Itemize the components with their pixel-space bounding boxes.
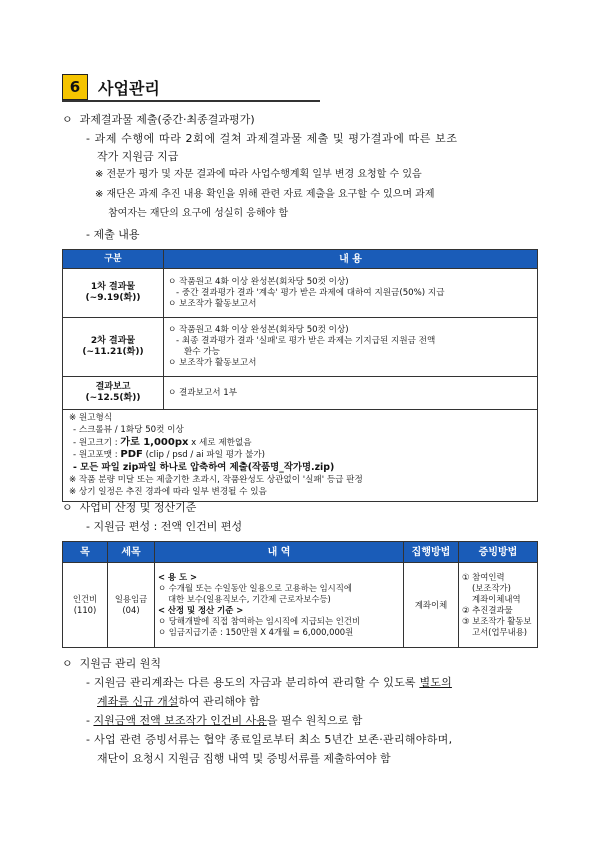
row2-line3: ㅇ 보조작가 활동보고서 [168, 358, 257, 368]
item-code: (110) [73, 605, 97, 615]
subitem-code: (04) [122, 605, 140, 615]
p3-heading: ㅇ 지원금 관리 원칙 [62, 657, 162, 670]
proof-1c: 계좌이체내역 [472, 594, 521, 604]
col-detail: 내 역 [155, 542, 404, 563]
p2-line1: - 지원금 편성 : 전액 인건비 편성 [86, 520, 243, 533]
proof-1: ① 참여인력 [462, 572, 505, 582]
col-proof: 증빙방법 [459, 542, 538, 563]
col-category: 구분 [63, 250, 164, 269]
row2-date: (~11.21(화)) [82, 347, 144, 357]
detail-usage-label: < 용 도 > [158, 572, 197, 582]
col-content: 내 용 [164, 250, 538, 269]
note-scroll: - 스크롤뷰 / 1화당 50컷 이상 [73, 425, 184, 436]
row1-title: 1차 결과물 [90, 282, 136, 292]
row2-title: 2차 결과물 [90, 336, 136, 346]
row3-title: 결과보고 [95, 382, 131, 392]
table-row [63, 377, 538, 410]
proof-1b: (보조작가) [472, 583, 511, 593]
detail-line5: ㅇ 당해개발에 직접 참여하는 임시직에 지급되는 인건비 [158, 616, 361, 626]
proof-3: ③ 보조작가 활동보 [462, 616, 532, 626]
note-format-pdf: - 원고포맷 : PDF (clip / psd / ai 파일 평가 불가) [73, 449, 266, 461]
table-notes-row [63, 410, 538, 502]
subitem-name: 일용임금 [114, 594, 148, 604]
p3-line1: - 지원금 관리계좌는 다른 용도의 자금과 분리하여 관리할 수 있도록 별도의 [86, 676, 452, 689]
detail-line3: 대한 보수(일용직보수, 기간제 근로자보수등) [168, 594, 331, 604]
detail-line2: ㅇ 수개월 또는 수일동안 일용으로 고용하는 임시직에 [158, 583, 352, 593]
budget-table [62, 541, 538, 648]
exec-method: 계좌이체 [404, 563, 459, 648]
col-exec: 집행방법 [404, 542, 459, 563]
p3-line5: 재단이 요청시 지원금 집행 내역 및 증빙서류를 제출하여야 함 [97, 752, 391, 765]
note-format: ※ 원고형식 [69, 413, 113, 423]
submission-table [62, 249, 538, 502]
table-row [63, 318, 538, 377]
row1-date: (~9.19(화)) [85, 293, 141, 303]
row2-line1: ㅇ 작품원고 4화 이상 완성본(회차당 50컷 이상) [168, 325, 349, 335]
note-size: - 원고크기 : 가로 1,000px x 세로 제한없음 [73, 436, 252, 448]
table-row [63, 269, 538, 318]
detail-line6: ㅇ 임금지급기준 : 150만원 X 4개월 = 6,000,000원 [158, 627, 354, 637]
row1-line3: ㅇ 보조작가 활동보고서 [168, 298, 257, 309]
p3-line2: 계좌를 신규 개설하여 관리해야 함 [97, 695, 260, 708]
section-underline [62, 100, 320, 102]
col-subitem: 세목 [108, 542, 155, 563]
proof-3b: 고서(업무내용) [472, 627, 528, 637]
p1-heading: ㅇ 과제결과물 제출(중간·최종결과평가) [62, 113, 255, 126]
row1-line2: - 중간 결과평가 결과 '계속' 평가 받은 과제에 대하여 지원금(50%) 지급 [176, 287, 445, 298]
row2-line2: - 최종 결과평가 결과 '실패'로 평가 받은 과제는 기지급된 지원금 전액 [176, 336, 436, 346]
p1-line1: - 과제 수행에 따라 2회에 걸쳐 과제결과물 제출 및 평가결과에 따른 보조 [86, 132, 458, 145]
detail-criteria-label: < 산정 및 정산 기준 > [158, 605, 244, 615]
table-row [63, 563, 538, 648]
p1-note1: ※ 전문가 평가 및 자문 결과에 따라 사업수행계획 일부 변경 요청할 수 있음 [95, 169, 422, 180]
section-number: 6 [62, 74, 88, 100]
col-item: 목 [63, 542, 108, 563]
row3-line1: ㅇ 결과보고서 1부 [168, 387, 238, 398]
p2-heading: ㅇ 사업비 산정 및 정산기준 [62, 501, 197, 514]
row1-line1: ㅇ 작품원고 4화 이상 완성본(회차당 50컷 이상) [168, 276, 349, 287]
p3-line4: - 사업 관련 증빙서류는 협약 종료일로부터 최소 5년간 보존·관리해야하며, [86, 733, 453, 746]
p1-note2b: 참여자는 재단의 요구에 성실히 응해야 함 [108, 208, 289, 219]
row3-date: (~12.5(화)) [85, 393, 141, 403]
p3-line3: - 지원금액 전액 보조작가 인건비 사용을 필수 원칙으로 함 [86, 714, 363, 727]
proof-2: ② 추진결과물 [462, 605, 513, 615]
row2-line2b: 환수 가능 [184, 347, 220, 357]
item-name: 인건비 [72, 594, 98, 604]
note-schedule: ※ 상기 일정은 추진 경과에 따라 일부 변경될 수 있음 [69, 487, 267, 498]
note-zip: - 모든 파일 zip파일 하나로 압축하여 제출(작품명_작가명.zip) [73, 461, 335, 473]
note-fail: ※ 작품 분량 미달 또는 제출기한 초과시, 작품완성도 상관없이 '실패' 등급 판정 [69, 475, 363, 486]
p1-note2: ※ 재단은 과제 추진 내용 확인을 위해 관련 자료 제출을 요구할 수 있으며 과제 [95, 189, 435, 200]
section-header [62, 74, 322, 100]
p1-line1b: 작가 지원금 지급 [97, 150, 179, 163]
section-title: 사업관리 [98, 79, 160, 98]
p1-submit: - 제출 내용 [86, 228, 140, 241]
